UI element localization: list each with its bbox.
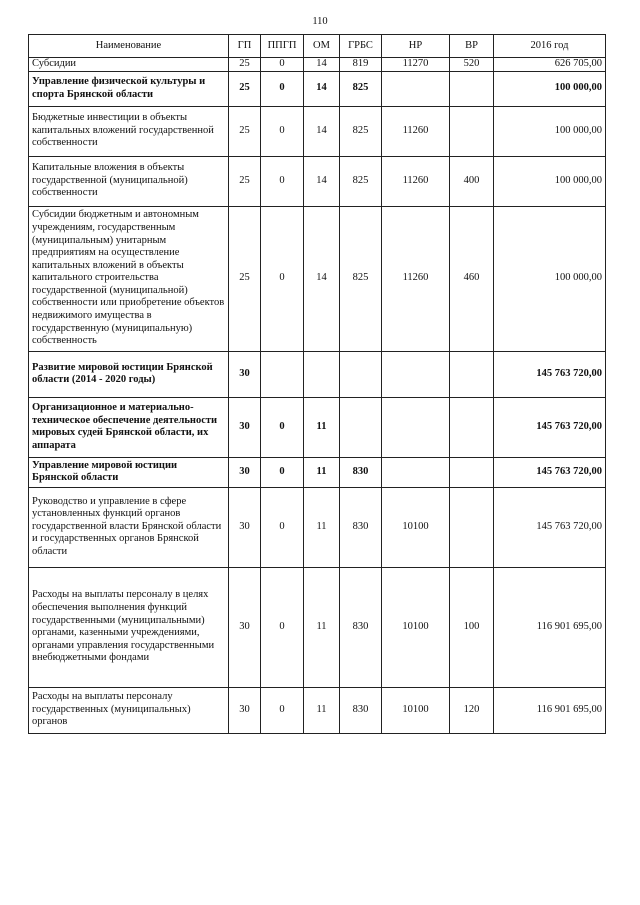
cell-name: Управление физической культуры и спорта Брянской области xyxy=(29,71,229,106)
cell-nr: 11260 xyxy=(382,206,450,351)
cell-nr: 11270 xyxy=(382,58,450,72)
cell-grbs: 825 xyxy=(340,206,382,351)
cell-om: 14 xyxy=(304,206,340,351)
cell-name: Субсидии бюджетным и автономным учреждениям, государственным (муниципальным) унитарным предприятиям на осуществление капитальных вложений в объекты капитального строительства государственной (муниципальной) собственности или приобретение объектов недвижимого имущества в государственную (муниципальную) собственность xyxy=(29,206,229,351)
cell-sum: 145 763 720,00 xyxy=(494,397,606,457)
cell-ppgp: 0 xyxy=(261,71,304,106)
cell-ppgp: 0 xyxy=(261,687,304,733)
table-row xyxy=(29,156,606,206)
cell-name: Бюджетные инвестиции в объекты капитальных вложений государственной собственности xyxy=(29,106,229,156)
budget-table xyxy=(28,34,606,734)
cell-vr xyxy=(450,71,494,106)
cell-ppgp: 0 xyxy=(261,206,304,351)
cell-vr xyxy=(450,487,494,567)
cell-nr: 10100 xyxy=(382,687,450,733)
table-row xyxy=(29,687,606,733)
table-row xyxy=(29,457,606,487)
cell-om: 11 xyxy=(304,487,340,567)
cell-grbs: 830 xyxy=(340,687,382,733)
cell-vr: 400 xyxy=(450,156,494,206)
cell-vr: 100 xyxy=(450,567,494,687)
column-header: ОМ xyxy=(304,35,340,58)
cell-ppgp: 0 xyxy=(261,106,304,156)
table-row xyxy=(29,58,606,72)
cell-gp: 30 xyxy=(229,567,261,687)
cell-name: Развитие мировой юстиции Брянской области (2014 - 2020 годы) xyxy=(29,351,229,397)
cell-ppgp: 0 xyxy=(261,156,304,206)
cell-om xyxy=(304,351,340,397)
cell-grbs: 830 xyxy=(340,487,382,567)
cell-ppgp: 0 xyxy=(261,457,304,487)
cell-grbs: 819 xyxy=(340,58,382,72)
page-number: 110 xyxy=(312,16,328,27)
cell-vr xyxy=(450,106,494,156)
cell-gp: 25 xyxy=(229,71,261,106)
cell-sum: 100 000,00 xyxy=(494,71,606,106)
table-row xyxy=(29,71,606,106)
cell-gp: 30 xyxy=(229,397,261,457)
cell-gp: 25 xyxy=(229,206,261,351)
cell-gp: 30 xyxy=(229,487,261,567)
cell-nr xyxy=(382,397,450,457)
cell-sum: 145 763 720,00 xyxy=(494,487,606,567)
cell-om: 14 xyxy=(304,58,340,72)
cell-sum: 145 763 720,00 xyxy=(494,351,606,397)
cell-sum: 145 763 720,00 xyxy=(494,457,606,487)
cell-grbs xyxy=(340,351,382,397)
cell-grbs: 830 xyxy=(340,567,382,687)
cell-sum: 100 000,00 xyxy=(494,106,606,156)
cell-om: 14 xyxy=(304,106,340,156)
cell-om: 14 xyxy=(304,156,340,206)
column-header: ГП xyxy=(229,35,261,58)
cell-name: Управление мировой юстиции Брянской области xyxy=(29,457,229,487)
cell-ppgp: 0 xyxy=(261,567,304,687)
cell-vr: 460 xyxy=(450,206,494,351)
table-row xyxy=(29,351,606,397)
cell-name: Расходы на выплаты персоналу государственных (муниципальных) органов xyxy=(29,687,229,733)
column-header: ГРБС xyxy=(340,35,382,58)
table-row xyxy=(29,106,606,156)
cell-nr: 11260 xyxy=(382,106,450,156)
cell-name: Руководство и управление в сфере установленных функций органов государственной власти Брянской области и государственных органов Брянской области xyxy=(29,487,229,567)
cell-ppgp: 0 xyxy=(261,58,304,72)
cell-nr xyxy=(382,71,450,106)
cell-nr: 10100 xyxy=(382,567,450,687)
cell-vr xyxy=(450,457,494,487)
cell-grbs: 825 xyxy=(340,71,382,106)
cell-gp: 25 xyxy=(229,58,261,72)
cell-name: Капитальные вложения в объекты государственной (муниципальной) собственности xyxy=(29,156,229,206)
cell-om: 11 xyxy=(304,397,340,457)
cell-gp: 30 xyxy=(229,687,261,733)
cell-name: Субсидии xyxy=(29,58,229,72)
cell-nr xyxy=(382,457,450,487)
column-header: Наименование xyxy=(29,35,229,58)
table-row xyxy=(29,397,606,457)
table-row xyxy=(29,567,606,687)
cell-gp: 30 xyxy=(229,351,261,397)
cell-sum: 116 901 695,00 xyxy=(494,687,606,733)
column-header: ППГП xyxy=(261,35,304,58)
cell-nr: 11260 xyxy=(382,156,450,206)
cell-grbs xyxy=(340,397,382,457)
cell-om: 11 xyxy=(304,687,340,733)
cell-gp: 25 xyxy=(229,106,261,156)
cell-name: Организационное и материально-техническое обеспечение деятельности мировых судей Брянской области, их аппарата xyxy=(29,397,229,457)
cell-ppgp xyxy=(261,351,304,397)
cell-nr: 10100 xyxy=(382,487,450,567)
table-row xyxy=(29,206,606,351)
cell-grbs: 825 xyxy=(340,156,382,206)
cell-ppgp: 0 xyxy=(261,487,304,567)
cell-gp: 25 xyxy=(229,156,261,206)
cell-om: 14 xyxy=(304,71,340,106)
cell-vr xyxy=(450,351,494,397)
cell-grbs: 830 xyxy=(340,457,382,487)
cell-vr: 120 xyxy=(450,687,494,733)
column-header: ВР xyxy=(450,35,494,58)
cell-ppgp: 0 xyxy=(261,397,304,457)
cell-gp: 30 xyxy=(229,457,261,487)
cell-name: Расходы на выплаты персоналу в целях обеспечения выполнения функций государственными (муниципальными) органами, казенными учреждениями, органами управления государственными внебюджетными фондами xyxy=(29,567,229,687)
column-header: НР xyxy=(382,35,450,58)
cell-sum: 100 000,00 xyxy=(494,206,606,351)
cell-om: 11 xyxy=(304,457,340,487)
table-row xyxy=(29,487,606,567)
cell-sum: 100 000,00 xyxy=(494,156,606,206)
cell-grbs: 825 xyxy=(340,106,382,156)
cell-sum: 116 901 695,00 xyxy=(494,567,606,687)
column-header: 2016 год xyxy=(494,35,606,58)
cell-om: 11 xyxy=(304,567,340,687)
cell-vr xyxy=(450,397,494,457)
cell-nr xyxy=(382,351,450,397)
cell-vr: 520 xyxy=(450,58,494,72)
header-row xyxy=(29,35,606,58)
cell-sum: 626 705,00 xyxy=(494,58,606,72)
